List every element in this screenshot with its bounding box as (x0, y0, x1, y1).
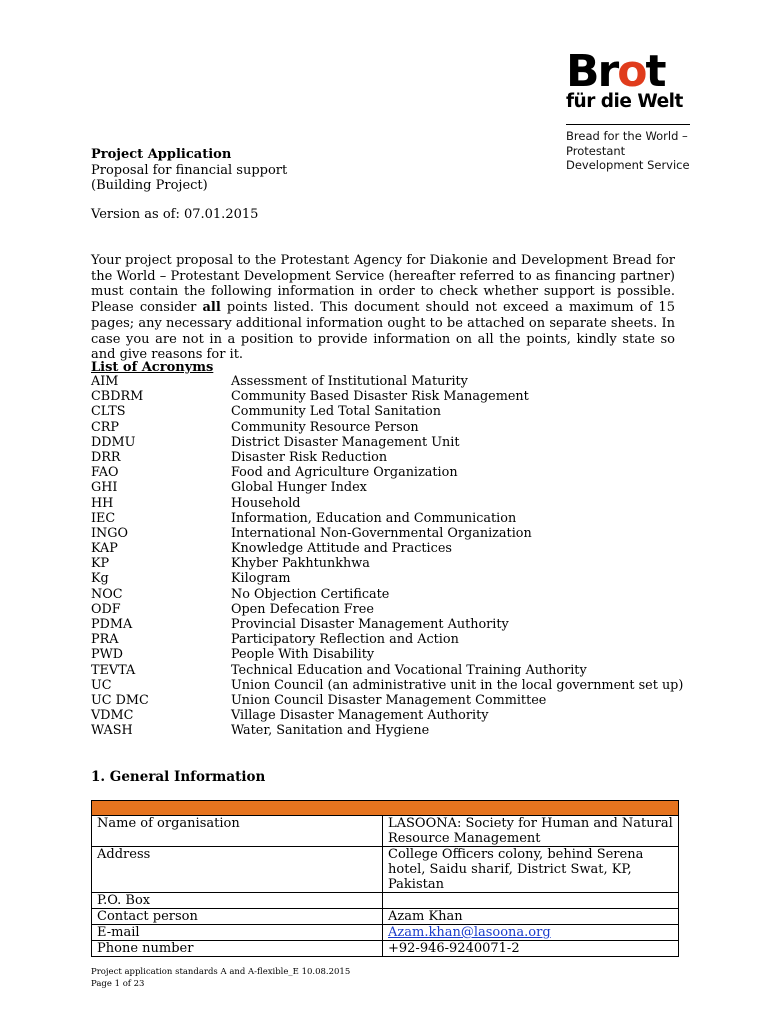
document-title: Project Application (91, 147, 232, 162)
acronym-definition: Knowledge Attitude and Practices (231, 541, 452, 557)
acronym-definition: Open Defecation Free (231, 601, 374, 617)
table-value: Azam Khan (383, 909, 679, 925)
acronym-row (91, 647, 691, 662)
table-label: Contact person (92, 909, 383, 925)
acronym-abbr: ODF (91, 601, 121, 617)
page-number: Page 1 of 23 (91, 979, 145, 989)
general-info-table (91, 800, 679, 957)
acronym-abbr: GHI (91, 480, 118, 496)
acronym-definition: Union Council (an administrative unit in the local government set up) (231, 677, 684, 693)
acronym-row (91, 374, 691, 389)
acronym-row (91, 617, 691, 632)
acronym-row (91, 541, 691, 556)
footer-standard: Project application standards A and A-flexible_E 10.08.2015 (91, 967, 351, 977)
acronym-definition: People With Disability (231, 647, 375, 663)
acronym-row (91, 526, 691, 541)
acronym-abbr: FAO (91, 465, 119, 481)
acronym-row (91, 571, 691, 586)
acronym-abbr: VDMC (91, 708, 134, 724)
table-row (92, 847, 679, 893)
acronym-abbr: PDMA (91, 617, 133, 632)
table-label: Name of organisation (92, 816, 383, 847)
acronym-row (91, 480, 691, 495)
acronym-definition: Food and Agriculture Organization (231, 465, 458, 481)
acronym-definition: Union Council Disaster Management Committee (231, 692, 547, 708)
table-row (92, 909, 679, 925)
table-label: E-mail (92, 925, 383, 941)
email-link[interactable]: Azam.khan@lasoona.org (388, 925, 551, 940)
acronym-definition: Water, Sanitation and Hygiene (231, 723, 430, 739)
acronym-abbr: UC (91, 677, 112, 693)
acronyms-list (91, 374, 691, 739)
logo-wordmark: Brot (566, 46, 665, 97)
acronym-row (91, 465, 691, 480)
acronym-definition: Khyber Pakhtunkhwa (231, 556, 370, 572)
acronym-row (91, 602, 691, 617)
acronym-row (91, 389, 691, 404)
acronym-abbr: Kg (91, 571, 109, 587)
acronym-abbr: KAP (91, 541, 118, 557)
acronym-row (91, 632, 691, 647)
acronym-definition: Kilogram (231, 571, 291, 587)
table-header-bar (92, 801, 679, 816)
acronym-abbr: HH (91, 495, 114, 511)
logo-divider (566, 124, 690, 125)
acronym-abbr: AIM (91, 374, 119, 389)
acronym-definition: Household (231, 495, 301, 511)
acronym-abbr: KP (91, 556, 110, 572)
section-heading: 1. General Information (91, 769, 266, 785)
table-value: +92-946-9240071-2 (383, 941, 679, 957)
document-subtitle: Proposal for financial support (91, 162, 288, 178)
acronym-definition: Community Resource Person (231, 419, 419, 435)
acronym-row (91, 496, 691, 511)
acronym-definition: Assessment of Institutional Maturity (231, 374, 468, 389)
brot-fuer-die-welt-logo (566, 46, 706, 173)
acronym-abbr: CBDRM (91, 389, 144, 405)
acronym-definition: Community Led Total Sanitation (231, 404, 441, 420)
acronym-row (91, 663, 691, 678)
acronym-row (91, 556, 691, 571)
logo-subtitle: für die Welt (566, 91, 683, 112)
acronym-abbr: UC DMC (91, 692, 149, 708)
acronym-abbr: DRR (91, 449, 121, 465)
acronym-definition: No Objection Certificate (231, 586, 390, 602)
acronym-abbr: NOC (91, 586, 123, 602)
table-value (383, 925, 679, 941)
acronym-definition: Disaster Risk Reduction (231, 449, 388, 465)
acronym-abbr: CRP (91, 419, 120, 435)
acronyms-heading: List of Acronyms (91, 360, 214, 375)
acronym-definition: Technical Education and Vocational Training Authority (231, 662, 587, 678)
document-subtitle-2: (Building Project) (91, 178, 208, 193)
acronym-row (91, 678, 691, 693)
intro-paragraph: Your project proposal to the Protestant Agency for Diakonie and Development Bread for the World – Protestant Development Service (hereafter referred to as financing partner) must contain the following information in order to check whether support is possible. Please consider all points listed. This document should not exceed a maximum of 15 pages; any necessary additional information ought to be attached on separate sheets. In case you are not in a position to provide information on all the points, kindly state so and give reasons for it. (91, 253, 675, 363)
acronym-definition: Information, Education and Communication (231, 510, 517, 526)
acronym-definition: District Disaster Management Unit (231, 434, 460, 450)
acronym-abbr: IEC (91, 510, 116, 526)
acronym-abbr: WASH (91, 723, 133, 739)
acronym-row (91, 723, 691, 738)
document-header (91, 147, 287, 194)
table-label: Phone number (92, 941, 383, 957)
table-label: Address (92, 847, 383, 893)
version-date: Version as of: 07.01.2015 (91, 207, 259, 222)
acronym-definition: Provincial Disaster Management Authority (231, 617, 509, 632)
acronym-definition: Community Based Disaster Risk Management (231, 389, 529, 405)
acronym-row (91, 708, 691, 723)
acronym-row (91, 435, 691, 450)
table-row (92, 925, 679, 941)
table-row (92, 816, 679, 847)
acronym-definition: Participatory Reflection and Action (231, 632, 459, 648)
table-label: P.O. Box (92, 893, 383, 909)
table-value: LASOONA: Society for Human and Natural Resource Management (383, 816, 679, 847)
acronym-abbr: PWD (91, 647, 124, 663)
logo-tagline: Bread for the World – Protestant Development Service (566, 129, 690, 172)
acronym-definition: Global Hunger Index (231, 480, 367, 496)
acronym-abbr: PRA (91, 632, 119, 648)
acronym-abbr: INGO (91, 525, 128, 541)
table-row (92, 893, 679, 909)
table-value: College Officers colony, behind Serena hotel, Saidu sharif, District Swat, KP, Pakistan (383, 847, 679, 893)
acronym-row (91, 587, 691, 602)
page-footer (91, 966, 350, 990)
acronym-row (91, 511, 691, 526)
acronym-definition: Village Disaster Management Authority (231, 708, 489, 724)
table-row (92, 941, 679, 957)
acronym-row (91, 420, 691, 435)
table-value (383, 893, 679, 909)
acronym-row (91, 450, 691, 465)
acronym-row (91, 404, 691, 419)
acronym-abbr: CLTS (91, 404, 126, 420)
acronym-abbr: DDMU (91, 434, 136, 450)
acronym-definition: International Non-Governmental Organization (231, 525, 532, 541)
acronym-abbr: TEVTA (91, 662, 136, 678)
acronym-row (91, 693, 691, 708)
